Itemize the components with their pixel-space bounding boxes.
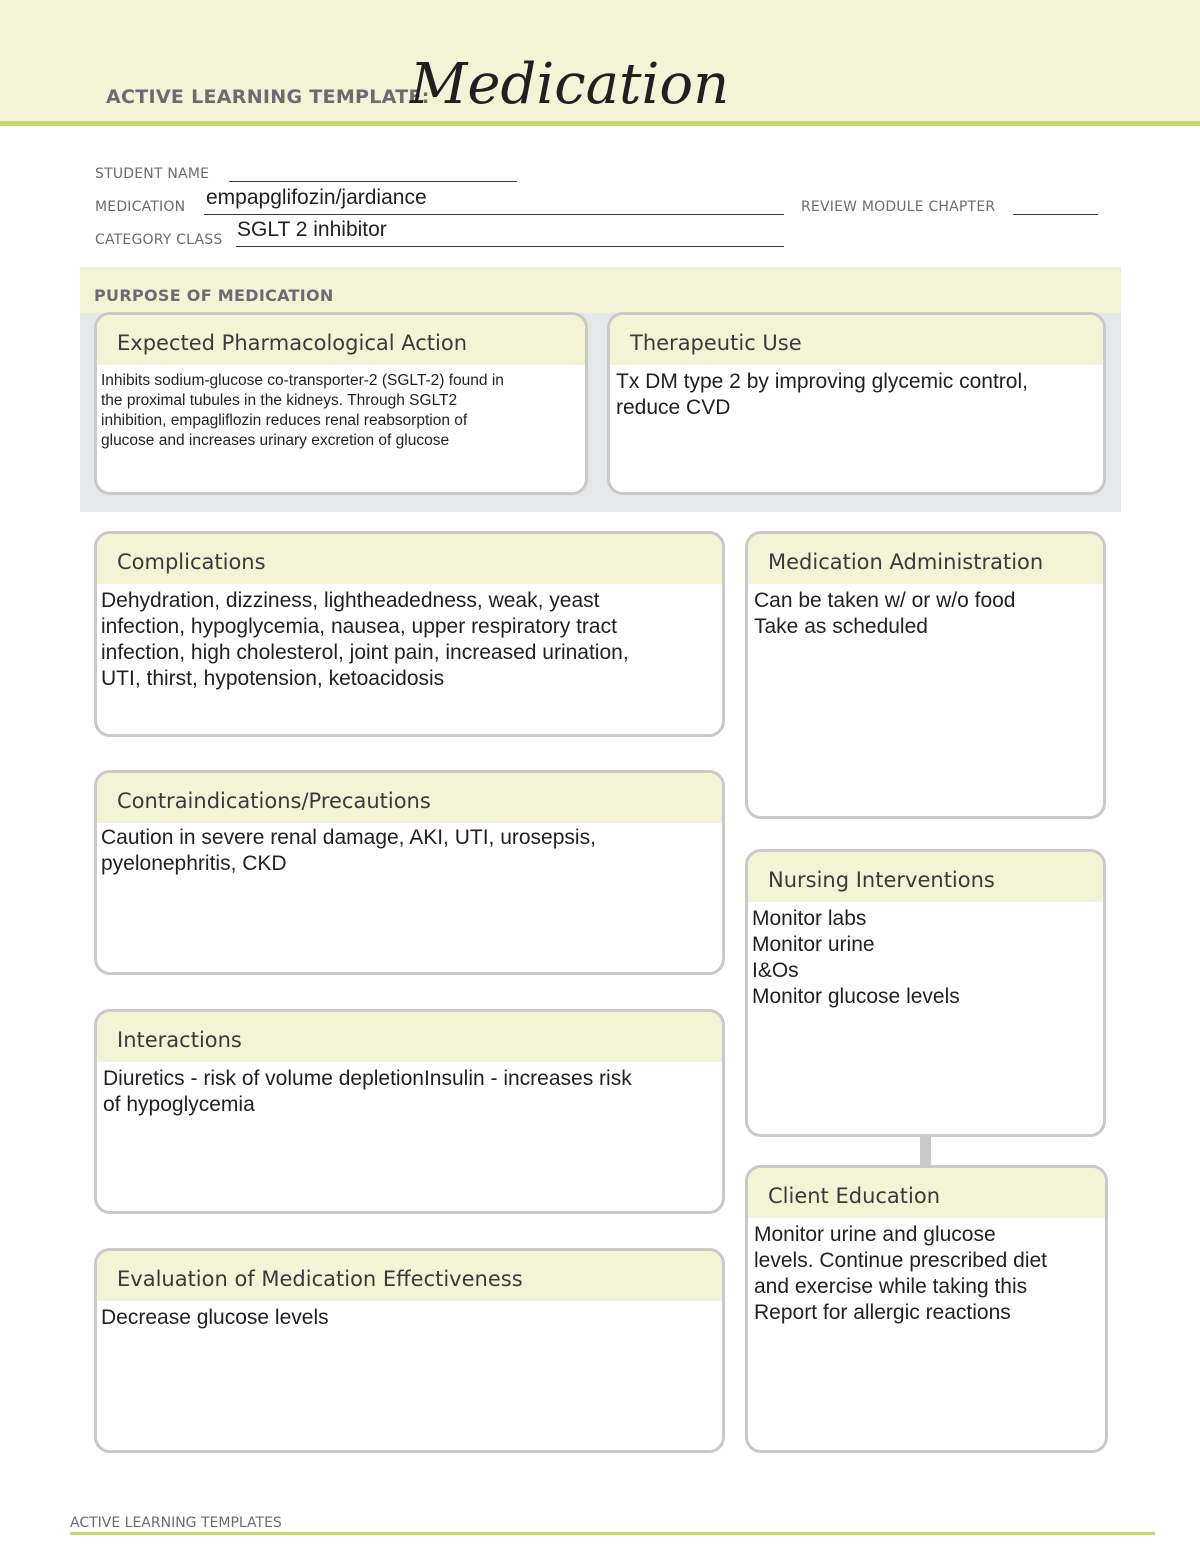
client-education-box	[745, 1165, 1108, 1453]
medication-value: empapglifozin/jardiance	[206, 186, 427, 209]
template-label: ACTIVE LEARNING TEMPLATE:	[106, 86, 430, 108]
therapeutic-use-line: Tx DM type 2 by improving glycemic control,	[616, 370, 1028, 393]
category-class-field[interactable]	[236, 246, 784, 247]
contraindications-text[interactable]	[97, 823, 722, 877]
contraindications-box	[94, 770, 725, 975]
interactions-line: Diuretics - risk of volume depletionInsulin - increases risk	[103, 1067, 632, 1090]
client-education-title: Client Education	[748, 1168, 1105, 1218]
medication-administration-line: Can be taken w/ or w/o food	[754, 589, 1016, 612]
purpose-label: PURPOSE OF MEDICATION	[94, 286, 334, 305]
medication-administration-line: Take as scheduled	[754, 615, 928, 638]
complications-text[interactable]	[97, 584, 722, 692]
interactions-text[interactable]	[97, 1062, 722, 1118]
interactions-box	[94, 1009, 725, 1214]
category-class-value: SGLT 2 inhibitor	[237, 218, 387, 241]
review-module-label: REVIEW MODULE CHAPTER	[801, 199, 996, 215]
evaluation-line: Decrease glucose levels	[101, 1306, 329, 1329]
nursing-interventions-line: Monitor urine	[752, 933, 875, 956]
contraindications-title: Contraindications/Precautions	[97, 773, 722, 823]
expected-action-text[interactable]	[97, 365, 585, 451]
expected-action-box	[94, 312, 588, 495]
footer-rule	[70, 1532, 1155, 1535]
medication-label: MEDICATION	[95, 199, 186, 215]
interactions-line: of hypoglycemia	[103, 1093, 255, 1116]
nursing-interventions-line: Monitor labs	[752, 907, 867, 930]
expected-action-title: Expected Pharmacological Action	[97, 315, 585, 365]
evaluation-title: Evaluation of Medication Effectiveness	[97, 1251, 722, 1301]
nursing-interventions-box	[745, 849, 1106, 1137]
therapeutic-use-box	[607, 312, 1106, 495]
student-name-label: STUDENT NAME	[95, 166, 210, 182]
complications-line: infection, high cholesterol, joint pain, increased urination,	[101, 641, 629, 664]
nursing-interventions-text[interactable]	[748, 902, 1103, 1010]
interactions-title: Interactions	[97, 1012, 722, 1062]
expected-action-line: Inhibits sodium-glucose co-transporter-2 (SGLT-2) found in	[101, 372, 504, 389]
therapeutic-use-line: reduce CVD	[616, 396, 731, 419]
complications-line: infection, hypoglycemia, nausea, upper respiratory tract	[101, 615, 617, 638]
complications-box	[94, 531, 725, 737]
nursing-interventions-line: I&Os	[752, 959, 799, 982]
nursing-interventions-title: Nursing Interventions	[748, 852, 1103, 902]
contraindications-line: pyelonephritis, CKD	[101, 852, 287, 875]
nursing-interventions-line: Monitor glucose levels	[752, 985, 960, 1008]
contraindications-line: Caution in severe renal damage, AKI, UTI, urosepsis,	[101, 826, 596, 849]
header-rule	[0, 121, 1200, 126]
medication-administration-box	[745, 531, 1106, 819]
expected-action-line: glucose and increases urinary excretion of glucose	[101, 432, 450, 449]
complications-title: Complications	[97, 534, 722, 584]
page-title: Medication	[410, 52, 730, 117]
therapeutic-use-text[interactable]	[610, 365, 1103, 421]
footer-label: ACTIVE LEARNING TEMPLATES	[70, 1515, 282, 1531]
complications-line: Dehydration, dizziness, lightheadedness, weak, yeast	[101, 589, 600, 612]
expected-action-line: inhibition, empagliflozin reduces renal reabsorption of	[101, 412, 468, 429]
therapeutic-use-title: Therapeutic Use	[610, 315, 1103, 365]
box-connector	[920, 1135, 931, 1167]
medication-administration-text[interactable]	[748, 584, 1103, 640]
student-name-field[interactable]	[229, 181, 517, 182]
client-education-line: Monitor urine and glucose	[754, 1223, 996, 1246]
client-education-line: Report for allergic reactions	[754, 1301, 1011, 1324]
review-module-field[interactable]	[1013, 214, 1098, 215]
medication-field[interactable]	[204, 214, 784, 215]
complications-line: UTI, thirst, hypotension, ketoacidosis	[101, 667, 445, 690]
client-education-line: levels. Continue prescribed diet	[754, 1249, 1047, 1272]
client-education-line: and exercise while taking this	[754, 1275, 1028, 1298]
expected-action-line: the proximal tubules in the kidneys. Through SGLT2	[101, 392, 458, 409]
evaluation-box	[94, 1248, 725, 1453]
evaluation-text[interactable]	[97, 1301, 722, 1331]
client-education-text[interactable]	[748, 1218, 1105, 1326]
category-class-label: CATEGORY CLASS	[95, 232, 223, 248]
medication-administration-title: Medication Administration	[748, 534, 1103, 584]
